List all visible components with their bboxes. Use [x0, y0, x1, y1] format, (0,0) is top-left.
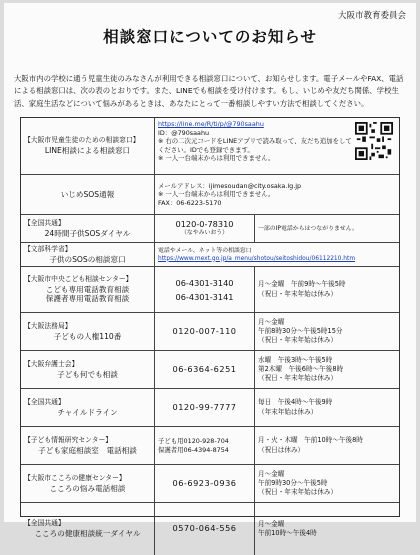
hours-note: （祝日・年末年始は休み） [258, 289, 338, 298]
line-info-cell [155, 118, 399, 175]
houmu-hours-cell [255, 313, 399, 351]
houmu-phone-cell [155, 313, 255, 351]
joho-center-label-cell [21, 427, 155, 465]
ip-phone-note: 一部のIP電話からはつながりません。 [258, 225, 358, 232]
phone-number[interactable]: 06-4301-3141 [175, 291, 234, 302]
kokoro-dial-hours-cell [255, 503, 399, 555]
joho-center-phone-cell [155, 427, 255, 465]
org-name: 【大阪市中央こども相談センター】 [24, 274, 133, 283]
org-name: 【大阪市こころの健康センター】 [24, 473, 126, 482]
bengoshi-hours-cell [255, 351, 399, 389]
childline-label-cell [21, 389, 155, 427]
ijime-info-cell [155, 175, 399, 215]
phone-number[interactable]: 06-4301-3140 [175, 277, 234, 288]
line-id: ID：@790saahu [158, 128, 210, 137]
hours: 月～金曜 [258, 317, 285, 326]
kodomo-center-phone-cell [155, 267, 255, 313]
line-note-device: ※ 一人一台端末からは利用できません。 [158, 154, 275, 163]
hours-note: （祝日・年末年始は休み） [258, 374, 338, 383]
service-name: 子どもの人権110番 [53, 331, 122, 341]
mext-label-cell [21, 243, 155, 267]
org-name: 【大阪法務局】 [24, 321, 72, 330]
page-title: 相談窓口についてのお知らせ [103, 28, 317, 46]
kokoro-dial-label-cell [21, 503, 155, 555]
org-name: 【文部科学省】 [24, 244, 72, 253]
service-name: こころの悩み電話相談 [49, 483, 126, 493]
sos24-phone-cell [155, 215, 255, 243]
hours: 毎日 午後4時～午後9時 [258, 398, 333, 407]
hours: 月・火・木曜 午前10時～午後8時 [258, 436, 363, 445]
hours: 月～金曜 [258, 519, 285, 528]
kokoro-center-phone-cell [155, 465, 255, 503]
org-name: 【全国共通】 [24, 519, 65, 528]
contact-table [20, 117, 400, 538]
childline-hours-cell [255, 389, 399, 427]
issuer: 大阪市教育委員会 [337, 11, 406, 21]
hours-note: （年末年始は休み） [258, 407, 318, 416]
ijime-note: ※ 一人一台端末からは利用できません。 [158, 190, 275, 199]
service-name: こども専用電話教育相談 [45, 284, 130, 294]
kokoro-center-hours-cell [255, 465, 399, 503]
phone-number[interactable]: 06-6923-0936 [172, 477, 237, 488]
hours: 午前10時～午後4時 [258, 529, 317, 537]
org-name: 【全国共通】 [24, 397, 65, 406]
notice-sheet [4, 3, 416, 538]
service-name: チャイルドライン [57, 407, 118, 417]
bengoshi-phone-cell [155, 351, 255, 389]
phone-number[interactable]: 06-6364-6251 [172, 363, 237, 374]
service-name: こころの健康相談統一ダイヤル [34, 529, 141, 538]
mext-url-link[interactable]: https://www.mext.go.jp/a_menu/shotou/seitoshidou/06112210.htm [158, 255, 356, 262]
service-name: 子供のSOSの相談窓口 [49, 254, 126, 264]
ijime-label-cell [21, 175, 155, 215]
service-name: 保護者専用電話教育相談 [45, 294, 130, 304]
mail-address[interactable]: メールアドレス：ijimesoudan@city.osaka.lg.jp [158, 181, 302, 190]
hours: 水曜 午後3時～午後5時 [258, 355, 333, 364]
phone-number[interactable]: 保護者用06-4394-8754 [158, 445, 229, 454]
houmu-label-cell [21, 313, 155, 351]
hours: 午前8時30分～午後5時15分 [258, 326, 343, 335]
line-note: ※ 右の二次元コードをLINEアプリで読み取って、友だち追加をしてください。IDでも登録できます。 [158, 137, 352, 154]
mext-info-cell [155, 243, 399, 267]
service-name: 24時間子供SOSダイヤル [44, 228, 131, 238]
org-name: 【大阪弁護士会】 [24, 359, 79, 368]
kodomo-center-hours-cell [255, 267, 399, 313]
phone-number[interactable]: 0120-0-78310 [175, 218, 234, 229]
hours-note: （祝日は休み） [258, 445, 305, 454]
hours: 月～金曜 [258, 469, 285, 478]
kokoro-center-label-cell [21, 465, 155, 503]
service-name: 子ども家庭相談室 電話相談 [38, 445, 137, 455]
qr-code-icon [355, 122, 393, 160]
org-name: 【子ども情報研究センター】 [24, 435, 113, 444]
service-name: 子ども何でも相談 [57, 369, 118, 379]
hours: 第2木曜 午後6時～午後8時 [258, 364, 344, 373]
intro-text: 大阪市内の学校に通う児童生徒のみなさんが利用できる相談窓口について、お知らせします。電子メールやFAX、電話による相談窓口は、次の表のとおりです。また、LINEでも相談を受け付けます。もし、いじめや友だち関係、学校生活、家庭生活などについて悩みがあるときは、あなたにとって一番相談しやすい方法で相談してください。 [14, 74, 404, 108]
fax-number: FAX：06-6223-5170 [158, 198, 222, 207]
sos24-label-cell [21, 215, 155, 243]
kodomo-center-label-cell [21, 267, 155, 313]
bengoshi-label-cell [21, 351, 155, 389]
hours-note: （祝日・年末年始は休み） [258, 488, 338, 497]
phone-reading: （なやみいおう） [180, 230, 229, 237]
sos24-hours-cell [255, 215, 399, 243]
hours: 午前9時30分～午後5時 [258, 478, 328, 487]
line-label-cell [21, 118, 155, 175]
mext-info: 電話やメール、ネット等の相談窓口 [158, 247, 252, 254]
hours: 月～金曜 午前9時～午後5時 [258, 280, 346, 289]
service-name: LINE相談による相談窓口 [44, 146, 131, 155]
line-url-link[interactable]: https://line.me/R/ti/p/@790saahu [158, 120, 264, 128]
kokoro-dial-phone-cell [155, 503, 255, 555]
joho-center-hours-cell [255, 427, 399, 465]
org-name: 【大阪市児童生徒のための相談窓口】 [24, 136, 140, 145]
service-name: いじめSOS通報 [60, 189, 115, 199]
phone-number[interactable]: 子ども用0120-928-704 [158, 436, 229, 445]
phone-number[interactable]: 0120-99-7777 [172, 401, 237, 412]
hours-note: （祝日・年末年始は休み） [258, 336, 338, 345]
phone-number[interactable]: 0570-064-556 [172, 523, 237, 534]
phone-number[interactable]: 0120-007-110 [172, 325, 237, 336]
org-name: 【全国共通】 [24, 218, 65, 227]
childline-phone-cell [155, 389, 255, 427]
